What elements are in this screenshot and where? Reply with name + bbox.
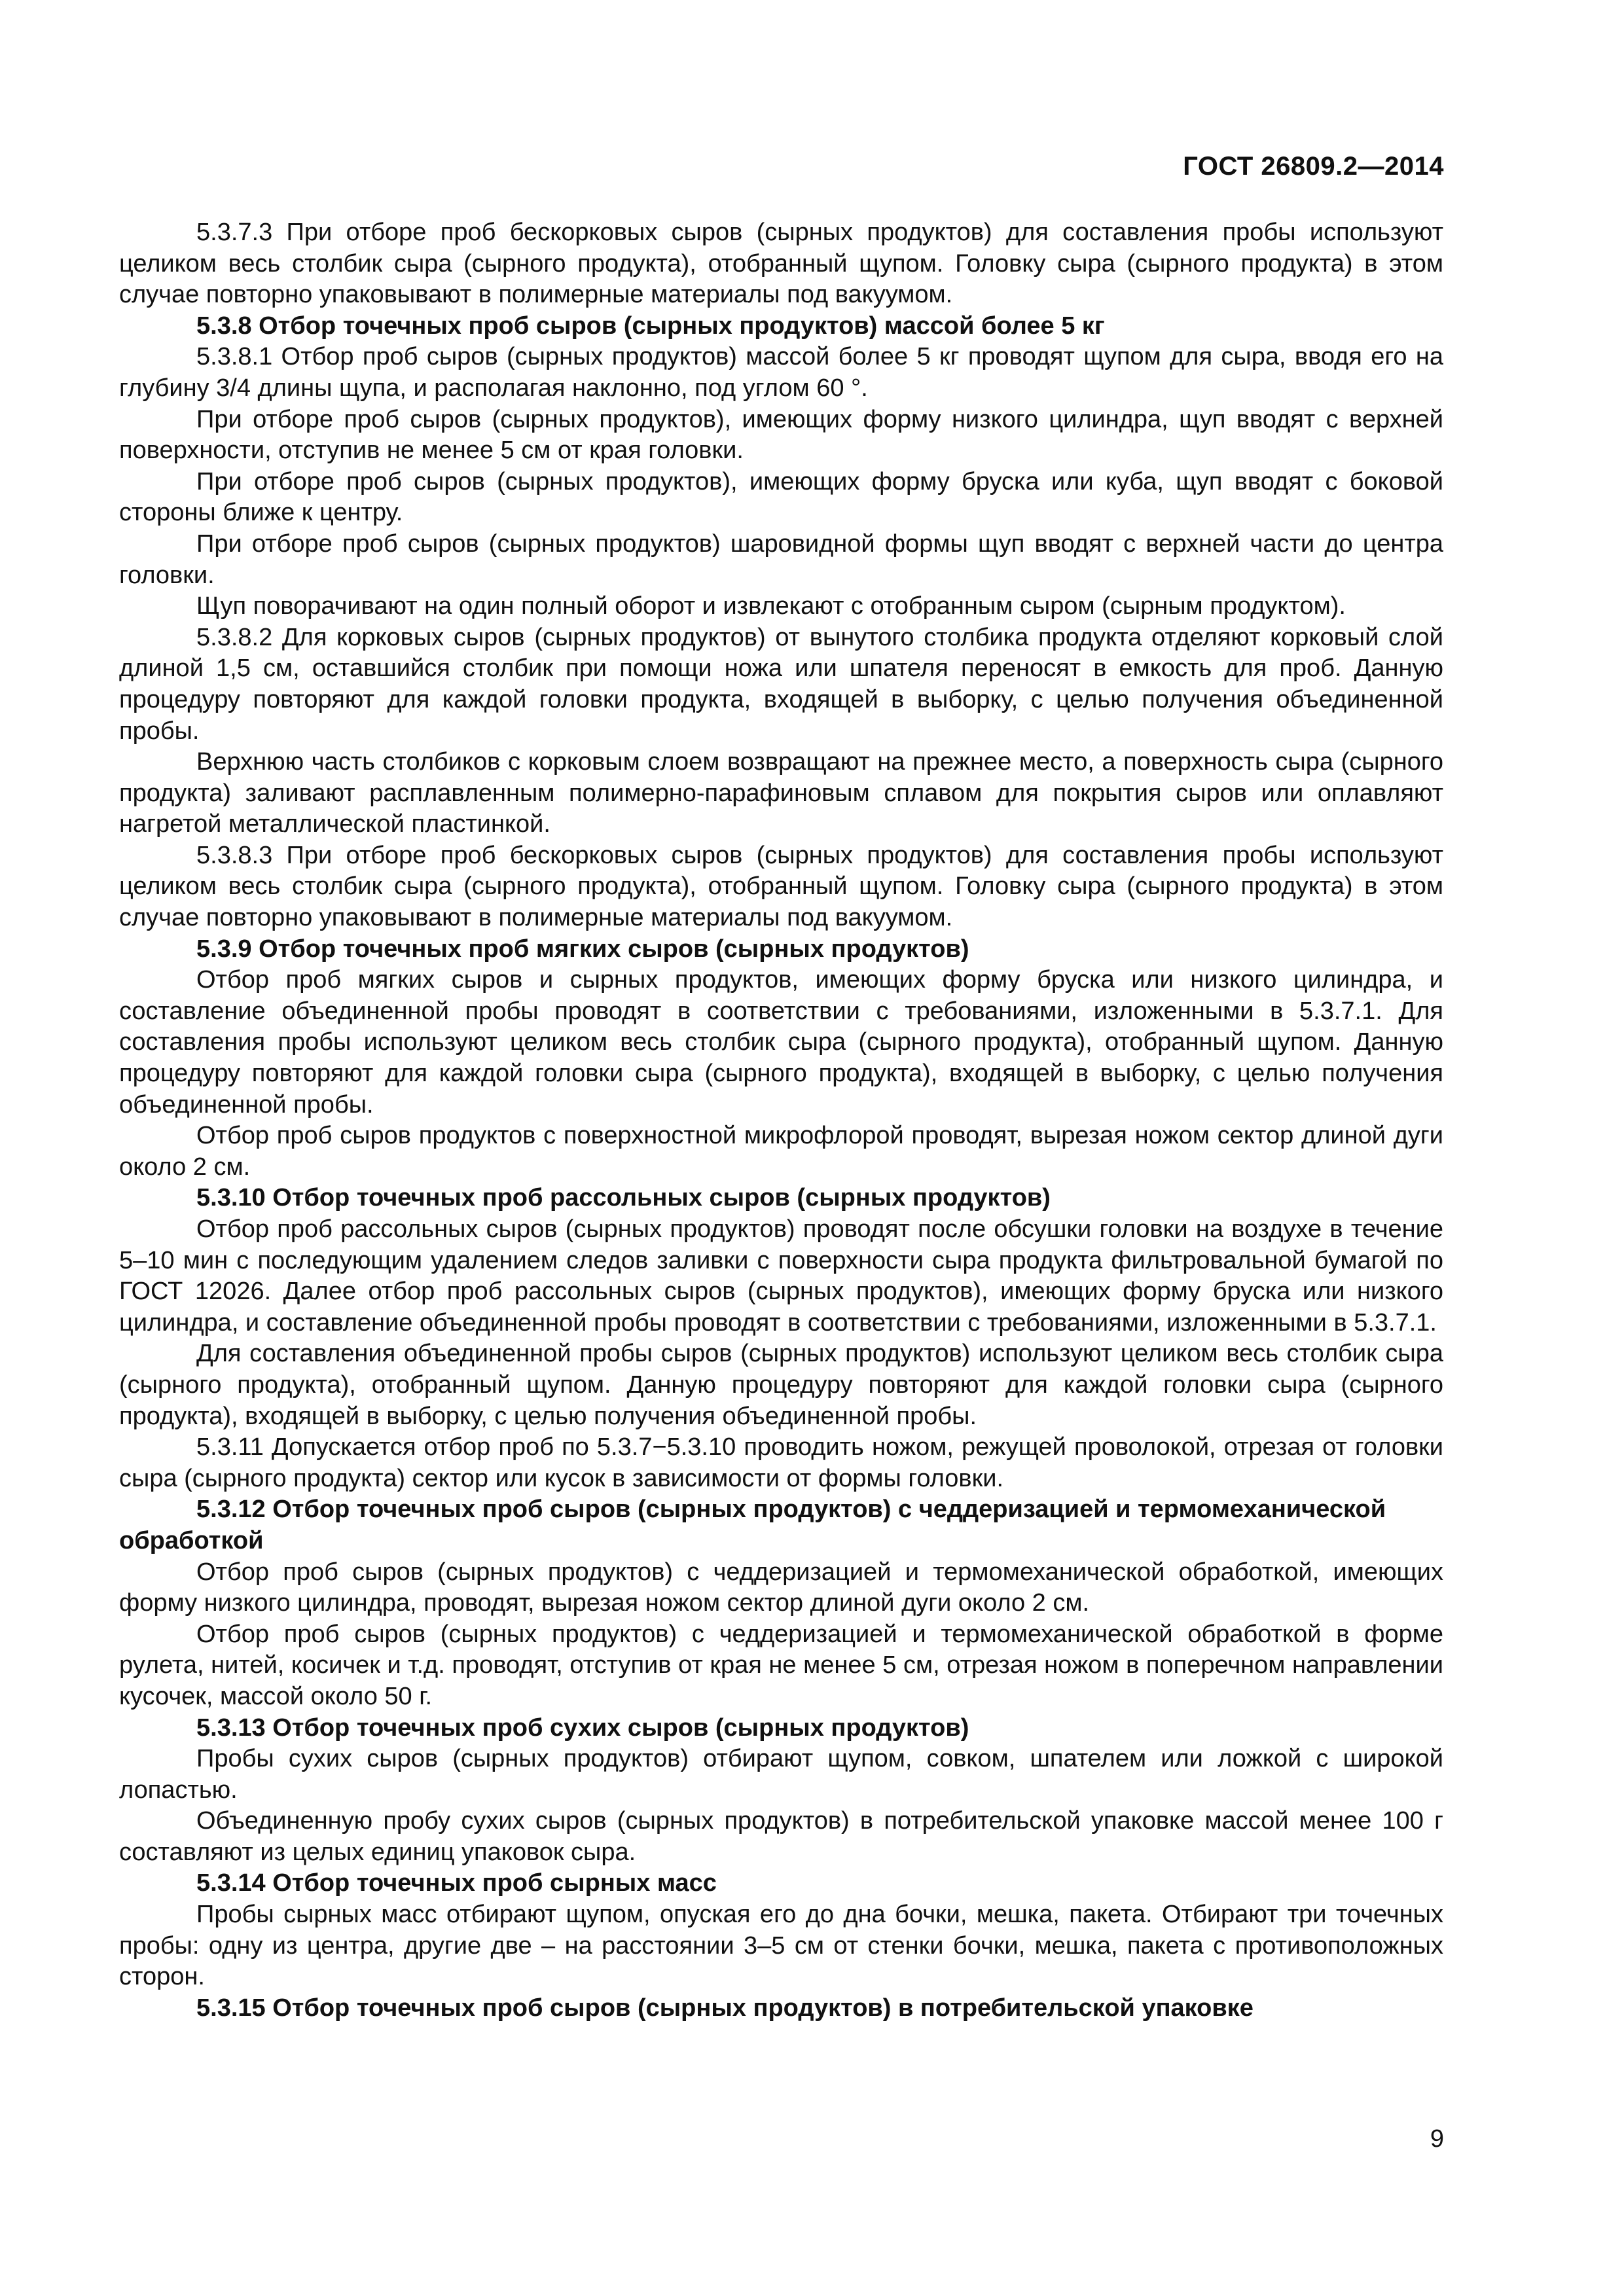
- section-heading: 5.3.15 Отбор точечных проб сыров (сырных продуктов) в потребительской упаковке: [196, 1994, 1254, 2022]
- paragraph: Отбор проб сыров (сырных продуктов) с чеддеризацией и термомеханической обработкой, имеющих форму низкого цилиндра, проводят, вырезая ножом сектор длиной дуги около 2 см.: [119, 1558, 1443, 1617]
- paragraph: Отбор проб сыров продуктов с поверхностной микрофлорой проводят, вырезая ножом сектор длиной дуги около 2 см.: [119, 1122, 1443, 1181]
- paragraph: 5.3.8.3 При отборе проб бескорковых сыров (сырных продуктов) для составления пробы используют целиком весь столбик сыра (сырного продукта), отобранный щупом. Головку сыра (сырного продукта) в этом случае повторно упаковывают в полимерные материалы под вакуумом.: [119, 841, 1443, 932]
- paragraph: Отбор проб рассольных сыров (сырных продуктов) проводят после обсушки головки на воздухе в течение 5–10 мин с последующим удалением следов заливки с поверхности сыра продукта фильтровальной бумагой по ГОСТ 12026. Далее отбор проб рассольных сыров (сырных продуктов), имеющих форму бруска или низкого цилиндра, и составление объединенной пробы проводят в соответствии с требованиями, изложенными в 5.3.7.1.: [119, 1215, 1443, 1336]
- standard-designation: ГОСТ 26809.2—2014: [1183, 152, 1444, 181]
- paragraph: Отбор проб мягких сыров и сырных продуктов, имеющих форму бруска или низкого цилиндра, и составление объединенной пробы проводят в соответствии с требованиями, изложенными в 5.3.7.1. Для составления пробы используют целиком весь столбик сыра (сырного продукта), отобранный щупом. Данную процедуру повторяют для каждой головки сыра (сырного продукта), входящей в выборку, с целью получения объединенной пробы.: [119, 966, 1443, 1119]
- paragraph: Пробы сухих сыров (сырных продуктов) отбирают щупом, совком, шпателем или ложкой с широкой лопастью.: [119, 1745, 1443, 1804]
- paragraph: 5.3.7.3 При отборе проб бескорковых сыров (сырных продуктов) для составления пробы используют целиком весь столбик сыра (сырного продукта), отобранный щупом. Головку сыра (сырного продукта) в этом случае повторно упаковывают в полимерные материалы под вакуумом.: [119, 219, 1443, 309]
- paragraph: Щуп поворачивают на один полный оборот и извлекают с отобранным сыром (сырным продуктом).: [196, 592, 1346, 620]
- section-heading: 5.3.12 Отбор точечных проб сыров (сырных продуктов) с чеддеризацией и термомеханической обработкой: [119, 1496, 1386, 1554]
- paragraph: При отборе проб сыров (сырных продуктов), имеющих форму низкого цилиндра, щуп вводят с верхней поверхности, отступив не менее 5 см от края головки.: [119, 405, 1443, 465]
- paragraph: Объединенную пробу сухих сыров (сырных продуктов) в потребительской упаковке массой менее 100 г составляют из целых единиц упаковок сыра.: [119, 1807, 1443, 1866]
- paragraph: Для составления объединенной пробы сыров (сырных продуктов) используют целиком весь столбик сыра (сырного продукта), отобранный щупом. Данную процедуру повторяют для каждой головки сыра (сырного продукта), входящей в выборку, с целью получения объединенной пробы.: [119, 1340, 1443, 1430]
- paragraph: Пробы сырных масс отбирают щупом, опуская его до дна бочки, мешка, пакета. Отбирают три точечных пробы: одну из центра, другие две – на расстоянии 3–5 см от стенки бочки, мешка, пакета с противоположных сторон.: [119, 1901, 1443, 1991]
- section-heading: 5.3.10 Отбор точечных проб рассольных сыров (сырных продуктов): [196, 1184, 1051, 1212]
- paragraph: 5.3.8.2 Для корковых сыров (сырных продуктов) от вынутого столбика продукта отделяют корковый слой длиной 1,5 см, оставшийся столбик при помощи ножа или шпателя переносят в емкость для проб. Данную процедуру повторяют для каждой головки продукта, входящей в выборку, с целью получения объединенной пробы.: [119, 623, 1443, 745]
- paragraph: При отборе проб сыров (сырных продуктов) шаровидной формы щуп вводят с верхней части до центра головки.: [119, 529, 1443, 589]
- section-heading: 5.3.14 Отбор точечных проб сырных масс: [196, 1869, 717, 1897]
- section-heading: 5.3.8 Отбор точечных проб сыров (сырных продуктов) массой более 5 кг: [196, 312, 1105, 340]
- page-number: 9: [1430, 2125, 1444, 2153]
- paragraph: При отборе проб сыров (сырных продуктов), имеющих форму бруска или куба, щуп вводят с боковой стороны ближе к центру.: [119, 467, 1443, 527]
- body-text: [119, 217, 1443, 2024]
- section-heading: 5.3.9 Отбор точечных проб мягких сыров (сырных продуктов): [196, 935, 969, 963]
- section-heading: 5.3.13 Отбор точечных проб сухих сыров (сырных продуктов): [196, 1713, 969, 1742]
- paragraph: 5.3.11 Допускается отбор проб по 5.3.7−5.3.10 проводить ножом, режущей проволокой, отрезая от головки сыра (сырного продукта) сектор или кусок в зависимости от формы головки.: [119, 1433, 1443, 1492]
- paragraph: Отбор проб сыров (сырных продуктов) с чеддеризацией и термомеханической обработкой в форме рулета, нитей, косичек и т.д. проводят, отступив от края не менее 5 см, отрезая ножом в поперечном направлении кусочек, массой около 50 г.: [119, 1620, 1443, 1710]
- paragraph: Верхнюю часть столбиков с корковым слоем возвращают на прежнее место, а поверхность сыра (сырного продукта) заливают расплавленным полимерно-парафиновым сплавом для покрытия сыров или оплавляют нагретой металлической пластинкой.: [119, 748, 1443, 838]
- paragraph: 5.3.8.1 Отбор проб сыров (сырных продуктов) массой более 5 кг проводят щупом для сыра, вводя его на глубину 3/4 длины щупа, и располагая наклонно, под углом 60 °.: [119, 343, 1443, 402]
